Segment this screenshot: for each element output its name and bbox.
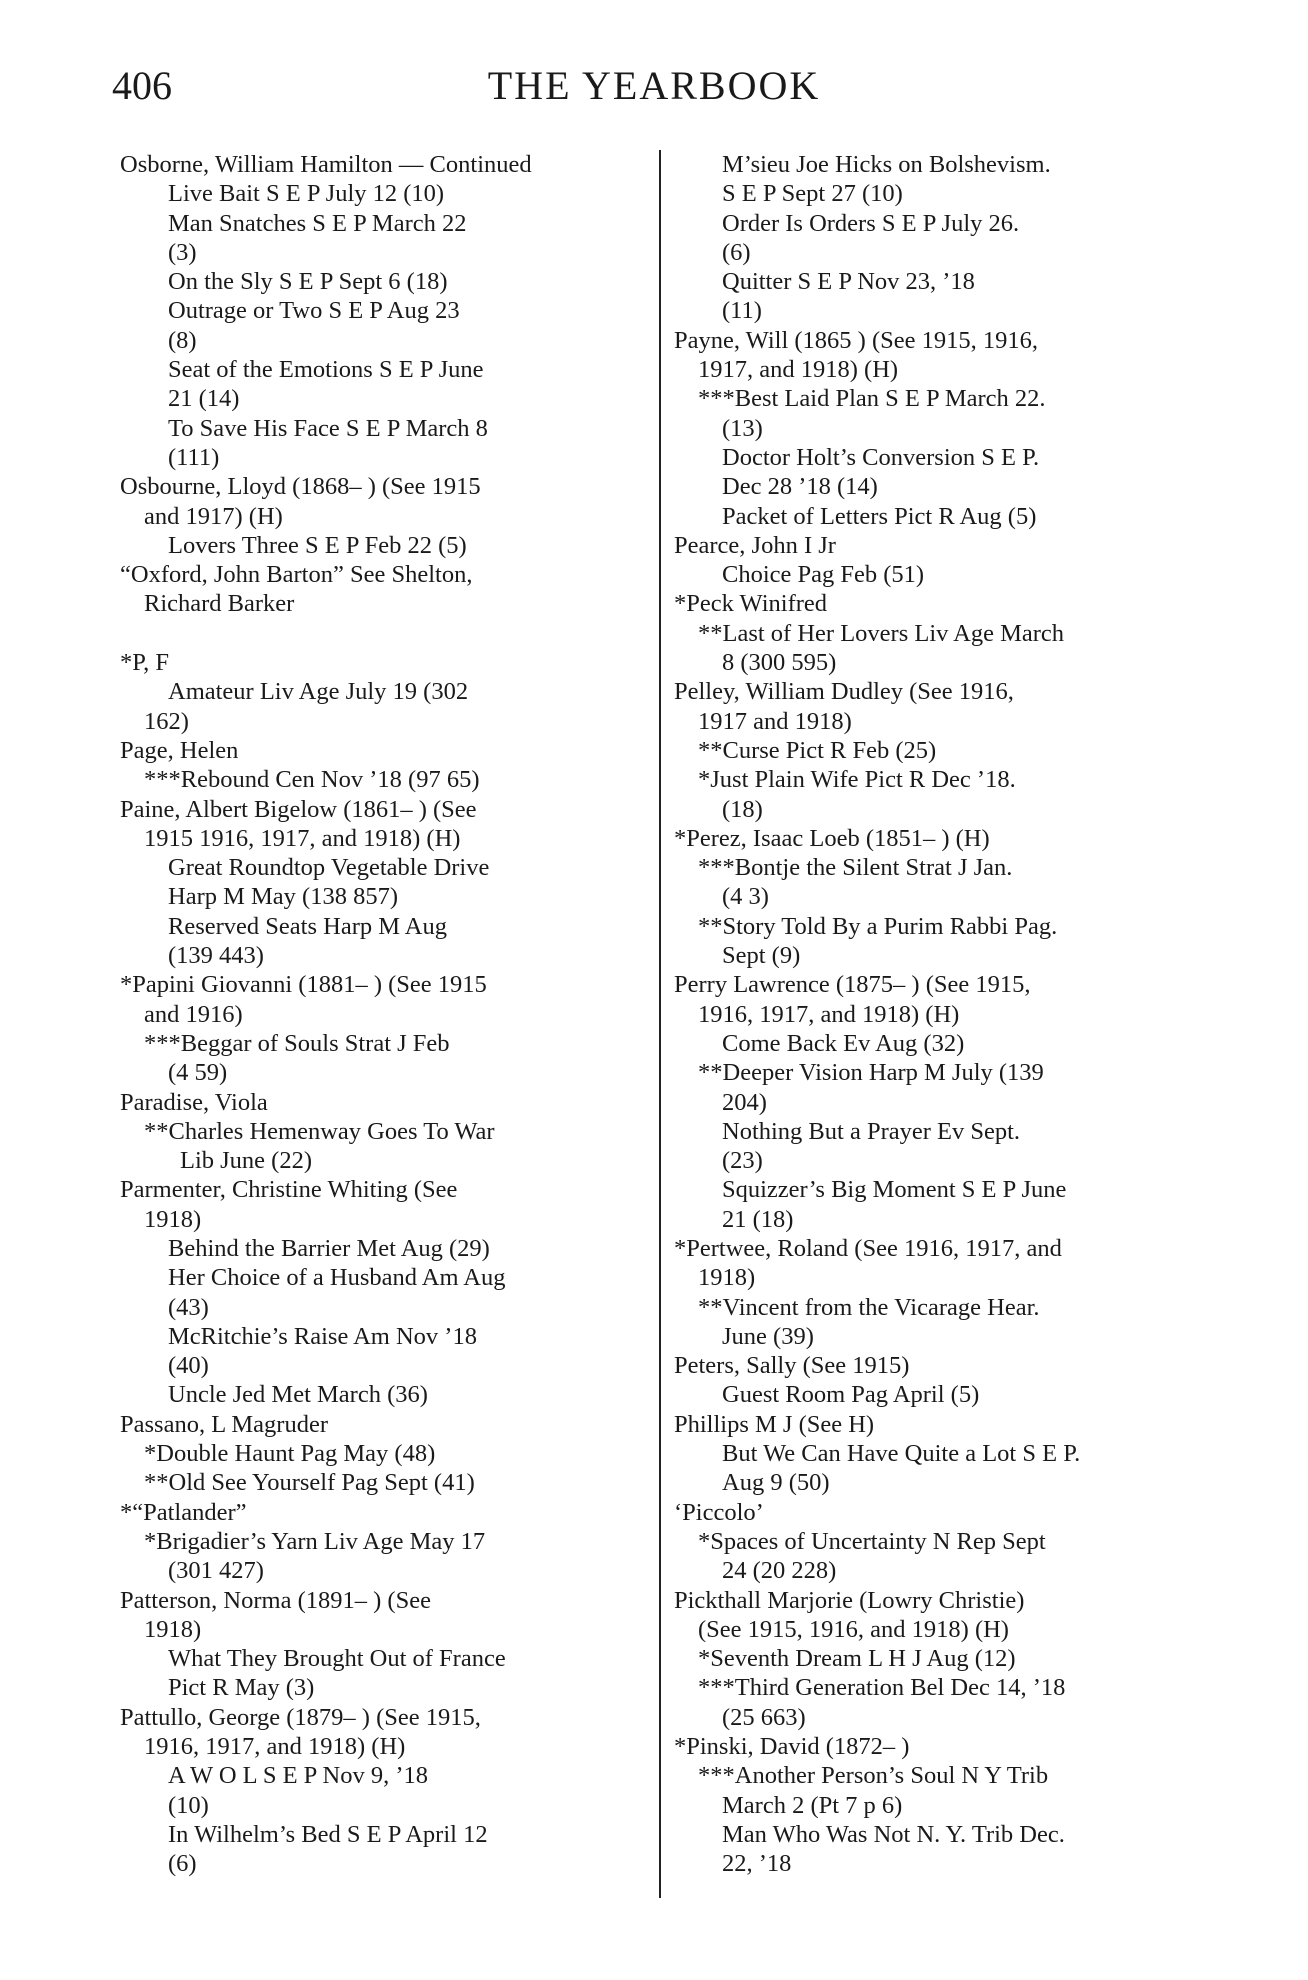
right-column: [674, 150, 1202, 1879]
story-entry-line: ***Another Person’s Soul N Y Trib: [698, 1762, 1049, 1790]
author-heading: Pelley, William Dudley (See 1916,: [674, 678, 1014, 706]
story-entry-line: Richard Barker: [144, 590, 295, 618]
story-entry-line: 21 (14): [168, 385, 240, 413]
story-entry-line: 1918): [144, 1205, 202, 1233]
story-entry-line: Packet of Letters Pict R Aug (5): [722, 502, 1037, 530]
story-entry-line: Her Choice of a Husband Am Aug: [168, 1264, 506, 1292]
story-entry-line: 1918): [698, 1264, 756, 1292]
story-entry-line: *Double Haunt Pag May (48): [144, 1440, 436, 1468]
author-heading: Osborne, William Hamilton — Continued: [120, 151, 532, 178]
story-entry-line: On the Sly S E P Sept 6 (18): [168, 268, 448, 296]
page-number: 406: [112, 63, 172, 108]
story-entry-line: Order Is Orders S E P July 26.: [722, 209, 1020, 237]
story-entry-line: March 2 (Pt 7 p 6): [722, 1791, 903, 1819]
story-entry-line: Sept (9): [722, 942, 801, 970]
author-heading: Passano, L Magruder: [120, 1410, 328, 1438]
story-entry-line: Dec 28 ’18 (14): [722, 473, 878, 501]
story-entry-line: ***Rebound Cen Nov ’18 (97 65): [144, 766, 480, 794]
story-entry-line: (6): [168, 1850, 197, 1878]
story-entry-line: Live Bait S E P July 12 (10): [168, 180, 445, 208]
story-entry-line: Lib June (22): [180, 1147, 312, 1175]
story-entry-line: (40): [168, 1352, 209, 1380]
story-entry-line: 1917, and 1918) (H): [698, 356, 899, 384]
story-entry-line: Amateur Liv Age July 19 (302: [168, 678, 469, 706]
story-entry-line: **Curse Pict R Feb (25): [698, 736, 937, 764]
story-entry-line: 1915 1916, 1917, and 1918) (H): [144, 824, 461, 852]
story-entry-line: 162): [144, 707, 189, 735]
author-heading: *Perez, Isaac Loeb (1851– ) (H): [674, 824, 990, 852]
story-entry-line: Come Back Ev Aug (32): [722, 1029, 965, 1057]
story-entry-line: (111): [168, 443, 220, 471]
story-entry-line: (8): [168, 326, 197, 354]
author-heading: Perry Lawrence (1875– ) (See 1915,: [674, 971, 1031, 999]
story-entry-line: (23): [722, 1147, 763, 1175]
author-heading: Pickthall Marjorie (Lowry Christie): [674, 1586, 1025, 1614]
story-entry-line: (18): [722, 795, 763, 823]
author-heading: Pearce, John I Jr: [674, 531, 836, 559]
story-entry-line: 204): [722, 1088, 767, 1116]
author-heading: Peters, Sally (See 1915): [674, 1352, 910, 1380]
story-entry-line: Behind the Barrier Met Aug (29): [168, 1234, 490, 1262]
story-entry-line: (4 3): [722, 883, 769, 911]
story-entry-line: **Vincent from the Vicarage Hear.: [698, 1293, 1040, 1321]
story-entry-line: (4 59): [168, 1059, 228, 1087]
story-entry-line: Squizzer’s Big Moment S E P June: [722, 1176, 1067, 1204]
story-entry-line: *Spaces of Uncertainty N Rep Sept: [698, 1527, 1046, 1555]
story-entry-line: M’sieu Joe Hicks on Bolshevism.: [722, 151, 1051, 178]
story-entry-line: *Just Plain Wife Pict R Dec ’18.: [698, 766, 1016, 794]
author-heading: Parmenter, Christine Whiting (See: [120, 1176, 458, 1204]
story-entry-line: and 1917) (H): [144, 502, 283, 530]
author-heading: Page, Helen: [120, 736, 239, 764]
story-entry-line: Seat of the Emotions S E P June: [168, 356, 484, 384]
story-entry-line: June (39): [722, 1322, 814, 1350]
story-entry-line: ***Beggar of Souls Strat J Feb: [144, 1029, 450, 1057]
author-heading: Osbourne, Lloyd (1868– ) (See 1915: [120, 473, 481, 501]
story-entry-line: In Wilhelm’s Bed S E P April 12: [168, 1820, 488, 1848]
story-entry-line: **Old See Yourself Pag Sept (41): [144, 1469, 475, 1497]
story-entry-line: and 1916): [144, 1000, 243, 1028]
story-entry-line: Harp M May (138 857): [168, 883, 398, 911]
author-heading: *Papini Giovanni (1881– ) (See 1915: [120, 971, 487, 999]
story-entry-line: Outrage or Two S E P Aug 23: [168, 297, 460, 325]
story-entry-line: 1917 and 1918): [698, 707, 852, 735]
story-entry-line: 21 (18): [722, 1205, 794, 1233]
author-heading: Phillips M J (See H): [674, 1410, 875, 1438]
author-heading: Patterson, Norma (1891– ) (See: [120, 1586, 431, 1614]
story-entry-line: (25 663): [722, 1703, 806, 1731]
author-heading: *Peck Winifred: [674, 590, 828, 618]
story-entry-line: (3): [168, 238, 197, 266]
story-entry-line: *Brigadier’s Yarn Liv Age May 17: [144, 1527, 486, 1555]
story-entry-line: (301 427): [168, 1557, 264, 1585]
story-entry-line: But We Can Have Quite a Lot S E P.: [722, 1440, 1081, 1468]
author-heading: Payne, Will (1865 ) (See 1915, 1916,: [674, 326, 1038, 354]
story-entry-line: Man Snatches S E P March 22: [168, 209, 467, 237]
blank-line: [120, 619, 650, 648]
running-title: THE YEARBOOK: [487, 63, 821, 108]
story-entry-line: **Deeper Vision Harp M July (139: [698, 1059, 1044, 1087]
story-entry-line: ***Bontje the Silent Strat J Jan.: [698, 854, 1013, 882]
story-entry-line: Aug 9 (50): [722, 1469, 830, 1497]
author-heading: Paradise, Viola: [120, 1088, 268, 1116]
story-entry-line: Lovers Three S E P Feb 22 (5): [168, 531, 467, 559]
story-entry-line: Great Roundtop Vegetable Drive: [168, 854, 490, 882]
author-heading: *Pertwee, Roland (See 1916, 1917, and: [674, 1234, 1062, 1262]
story-entry-line: 1916, 1917, and 1918) (H): [698, 1000, 960, 1028]
story-entry-line: Quitter S E P Nov 23, ’18: [722, 268, 975, 296]
story-entry-line: (139 443): [168, 942, 264, 970]
story-entry-line: (See 1915, 1916, and 1918) (H): [698, 1615, 1009, 1643]
story-entry-line: *Seventh Dream L H J Aug (12): [698, 1645, 1016, 1673]
story-entry-line: **Last of Her Lovers Liv Age March: [698, 619, 1065, 647]
story-entry-line: A W O L S E P Nov 9, ’18: [168, 1762, 428, 1790]
author-heading: Paine, Albert Bigelow (1861– ) (See: [120, 795, 477, 823]
story-entry-line: S E P Sept 27 (10): [722, 180, 903, 208]
author-heading: *Pinski, David (1872– ): [674, 1733, 910, 1761]
story-entry-line: To Save His Face S E P March 8: [168, 414, 488, 442]
story-entry-line: (6): [722, 238, 751, 266]
story-entry-line: Uncle Jed Met March (36): [168, 1381, 428, 1409]
story-entry-line: Reserved Seats Harp M Aug: [168, 912, 447, 940]
story-entry-line: 22, ’18: [722, 1850, 792, 1878]
author-heading: Pattullo, George (1879– ) (See 1915,: [120, 1703, 481, 1731]
story-entry-line: Choice Pag Feb (51): [722, 561, 925, 589]
left-column: [120, 150, 650, 1879]
story-entry-line: (11): [722, 297, 762, 325]
story-entry-line: 8 (300 595): [722, 649, 837, 677]
story-entry-line: What They Brought Out of France: [168, 1645, 506, 1673]
story-entry-line: Nothing But a Prayer Ev Sept.: [722, 1117, 1021, 1145]
author-heading: ‘Piccolo’: [674, 1498, 764, 1526]
story-entry-line: McRitchie’s Raise Am Nov ’18: [168, 1322, 477, 1350]
story-entry-line: **Charles Hemenway Goes To War: [144, 1117, 495, 1145]
story-entry-line: Man Who Was Not N. Y. Trib Dec.: [722, 1820, 1065, 1848]
story-entry-line: (13): [722, 414, 763, 442]
author-heading: *P, F: [120, 649, 170, 677]
story-entry-line: (43): [168, 1293, 209, 1321]
story-entry-line: 1918): [144, 1615, 202, 1643]
story-entry-line: 1916, 1917, and 1918) (H): [144, 1733, 406, 1761]
author-heading: *“Patlander”: [120, 1498, 247, 1526]
story-entry-line: Guest Room Pag April (5): [722, 1381, 980, 1409]
story-entry-line: **Story Told By a Purim Rabbi Pag.: [698, 912, 1058, 940]
story-entry-line: ***Third Generation Bel Dec 14, ’18: [698, 1674, 1066, 1702]
column-divider: [659, 150, 661, 1898]
story-entry-line: Doctor Holt’s Conversion S E P.: [722, 443, 1040, 471]
story-entry-line: ***Best Laid Plan S E P March 22.: [698, 385, 1046, 413]
story-entry-line: 24 (20 228): [722, 1557, 837, 1585]
story-entry-line: (10): [168, 1791, 209, 1819]
author-heading: “Oxford, John Barton” See Shelton,: [120, 561, 473, 589]
story-entry-line: Pict R May (3): [168, 1674, 315, 1702]
